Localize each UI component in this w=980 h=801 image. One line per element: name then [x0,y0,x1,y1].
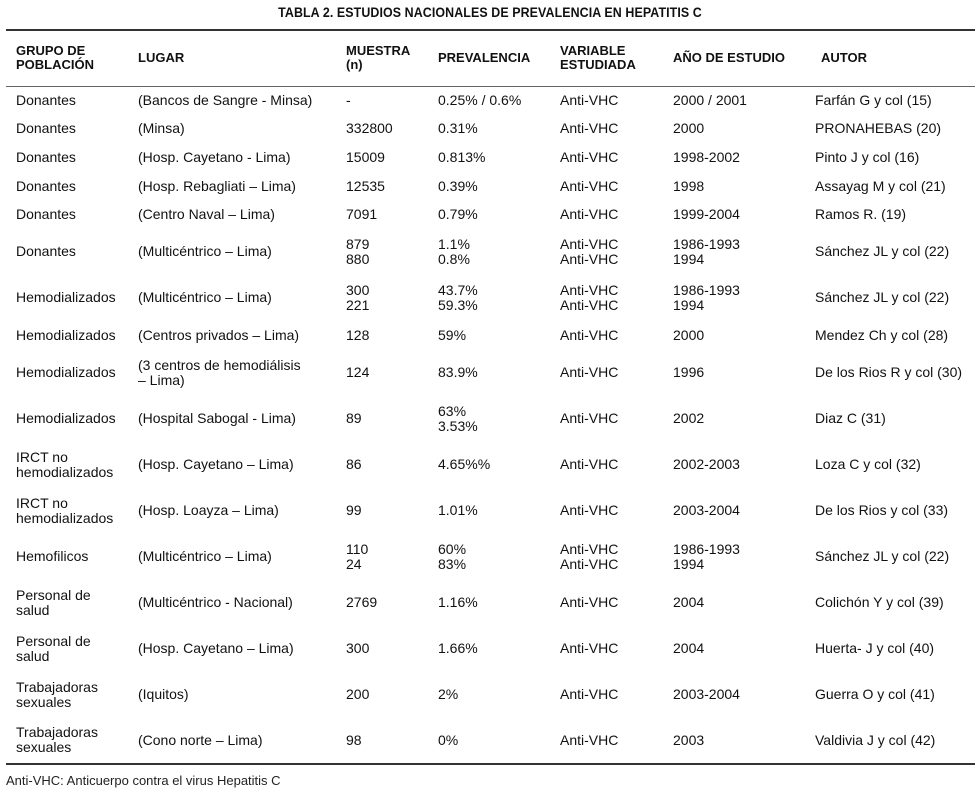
cell-grupo: Trabajadoras sexuales [16,724,98,756]
cell-muestra: 86 [346,456,362,473]
cell-anio: 1998-2002 [673,148,740,165]
header-anio: AÑO DE ESTUDIO [663,30,811,86]
cell-variable: Anti-VHC Anti-VHC [560,235,619,267]
cell-grupo: Donantes [16,148,76,165]
cell-lugar: (Centro Naval – Lima) [138,206,275,223]
cell-lugar: (Minsa) [138,120,185,137]
footnote: Anti-VHC: Anticuerpo contra el virus Hepatitis C [6,773,281,788]
table-row [6,488,975,534]
cell-anio: 2002 [673,410,705,427]
cell-lugar: (Multicéntrico – Lima) [138,289,272,306]
cell-prevalencia: 0.31% [438,120,478,137]
cell-lugar: (Hospital Sabogal - Lima) [138,410,296,427]
cell-grupo: Donantes [16,120,76,137]
cell-muestra: 879 880 [346,235,370,267]
cell-lugar: (Hosp. Loayza – Lima) [138,502,279,519]
table-row [6,534,975,580]
cell-muestra: 200 [346,686,370,703]
cell-prevalencia: 59% [438,326,467,343]
cell-grupo: Hemodializados [16,326,116,343]
cell-grupo: Hemodializados [16,410,116,427]
cell-autor: Pinto J y col (16) [815,148,920,165]
cell-anio: 2004 [673,640,705,657]
cell-anio: 1996 [673,364,705,381]
cell-autor: De los Rios R y col (30) [815,364,963,381]
cell-anio: 2004 [673,594,705,611]
cell-muestra: 128 [346,326,370,343]
cell-prevalencia: 4.65%% [438,456,491,473]
cell-lugar: (Hosp. Cayetano - Lima) [138,148,291,165]
cell-lugar: (Cono norte – Lima) [138,731,263,748]
cell-lugar: (Multicéntrico - Nacional) [138,594,293,611]
cell-variable: Anti-VHC [560,120,619,137]
cell-grupo: Hemodializados [16,289,116,306]
cell-anio: 1999-2004 [673,206,740,223]
cell-autor: Sánchez JL y col (22) [815,289,950,306]
cell-muestra: 89 [346,410,362,427]
cell-variable: Anti-VHC Anti-VHC [560,540,619,572]
cell-anio: 1986-1993 1994 [673,281,740,313]
cell-autor: De los Rios y col (33) [815,502,949,519]
cell-variable: Anti-VHC [560,686,619,703]
header-variable: VARIABLE ESTUDIADA [550,30,663,86]
table-title: TABLA 2. ESTUDIOS NACIONALES DE PREVALENCIA EN HEPATITIS C [278,5,702,20]
cell-muestra: 98 [346,731,362,748]
cell-variable: Anti-VHC [560,148,619,165]
cell-anio: 2003 [673,731,705,748]
cell-lugar: (Hosp. Cayetano – Lima) [138,456,294,473]
header-row [6,30,975,86]
cell-prevalencia: 1.01% [438,502,478,519]
cell-grupo: Trabajadoras sexuales [16,678,98,710]
cell-lugar: (Hosp. Rebagliati – Lima) [138,177,296,194]
cell-prevalencia: 60% 83% [438,540,467,572]
cell-anio: 1998 [673,177,705,194]
cell-lugar: (Bancos de Sangre - Minsa) [138,92,313,109]
cell-prevalencia: 0% [438,731,459,748]
table-header [6,30,975,86]
cell-anio: 2002-2003 [673,456,740,473]
cell-variable: Anti-VHC Anti-VHC [560,281,619,313]
cell-prevalencia: 1.1% 0.8% [438,235,470,267]
cell-grupo: Donantes [16,206,76,223]
cell-prevalencia: 83.9% [438,364,478,381]
cell-lugar: (3 centros de hemodiálisis – Lima) [138,356,301,388]
cell-grupo: Hemodializados [16,364,116,381]
cell-variable: Anti-VHC [560,364,619,381]
cell-anio: 2000 [673,326,705,343]
cell-autor: Colichón Y y col (39) [815,594,944,611]
cell-grupo: Personal de salud [16,586,91,618]
table-row [6,86,975,115]
table-row [6,115,975,144]
cell-prevalencia: 0.25% / 0.6% [438,92,522,109]
cell-grupo: Personal de salud [16,632,91,664]
cell-anio: 2003-2004 [673,686,740,703]
table-row [6,672,975,718]
cell-autor: Loza C y col (32) [815,456,921,473]
cell-autor: Assayag M y col (21) [815,177,946,194]
cell-variable: Anti-VHC [560,502,619,519]
cell-autor: Farfán G y col (15) [815,92,932,109]
table-row [6,396,975,442]
cell-muestra: 99 [346,502,362,519]
cell-autor: Mendez Ch y col (28) [815,326,949,343]
table-row [6,626,975,672]
cell-lugar: (Multicéntrico – Lima) [138,548,272,565]
prevalence-table [6,29,975,765]
cell-grupo: Donantes [16,177,76,194]
cell-variable: Anti-VHC [560,640,619,657]
table-row [6,442,975,488]
cell-anio: 2000 [673,120,705,137]
cell-lugar: (Multicéntrico – Lima) [138,243,272,260]
cell-variable: Anti-VHC [560,594,619,611]
cell-muestra: 2769 [346,594,378,611]
cell-variable: Anti-VHC [560,177,619,194]
header-lugar: LUGAR [128,30,336,86]
header-prevalencia: PREVALENCIA [428,30,550,86]
header-muestra: MUESTRA (n) [336,30,428,86]
cell-anio: 1986-1993 1994 [673,235,740,267]
table-row [6,143,975,172]
cell-grupo: IRCT no hemodializados [16,448,114,480]
cell-autor: Diaz C (31) [815,410,886,427]
cell-lugar: (Centros privados – Lima) [138,326,300,343]
table-row [6,350,975,396]
table-row [6,229,975,275]
cell-muestra: 110 24 [346,540,369,572]
cell-muestra: 332800 [346,120,393,137]
cell-autor: Huerta- J y col (40) [815,640,935,657]
cell-muestra: 12535 [346,177,385,194]
cell-lugar: (Iquitos) [138,686,189,703]
cell-anio: 2000 / 2001 [673,92,747,109]
table-row [6,275,975,321]
cell-muestra: 15009 [346,148,385,165]
cell-grupo: Donantes [16,92,76,109]
cell-variable: Anti-VHC [560,206,619,223]
cell-muestra: 124 [346,364,370,381]
cell-autor: Sánchez JL y col (22) [815,243,950,260]
cell-autor: Sánchez JL y col (22) [815,548,950,565]
cell-prevalencia: 0.813% [438,148,486,165]
cell-grupo: IRCT no hemodializados [16,494,114,526]
cell-variable: Anti-VHC [560,731,619,748]
cell-prevalencia: 1.66% [438,640,478,657]
table-row [6,321,975,350]
table-row [6,172,975,201]
cell-variable: Anti-VHC [560,410,619,427]
cell-prevalencia: 43.7% 59.3% [438,281,478,313]
cell-anio: 1986-1993 1994 [673,540,740,572]
table-row [6,718,975,764]
header-grupo: GRUPO DE POBLACIÓN [6,30,128,86]
cell-prevalencia: 0.79% [438,206,478,223]
cell-autor: PRONAHEBAS (20) [815,120,942,137]
cell-autor: Guerra O y col (41) [815,686,935,703]
cell-prevalencia: 1.16% [438,594,478,611]
cell-lugar: (Hosp. Cayetano – Lima) [138,640,294,657]
cell-muestra: 300 221 [346,281,370,313]
cell-autor: Valdivia J y col (42) [815,731,936,748]
cell-grupo: Donantes [16,243,76,260]
cell-prevalencia: 0.39% [438,177,478,194]
cell-prevalencia: 2% [438,686,459,703]
cell-grupo: Hemofilicos [16,548,89,565]
table-row [6,200,975,229]
cell-prevalencia: 63% 3.53% [438,402,478,434]
cell-muestra: 7091 [346,206,378,223]
header-autor: AUTOR [811,30,975,86]
cell-anio: 2003-2004 [673,502,740,519]
table-body [6,86,975,764]
cell-muestra: 300 [346,640,370,657]
cell-muestra: - [346,92,351,109]
cell-variable: Anti-VHC [560,456,619,473]
table-row [6,580,975,626]
cell-variable: Anti-VHC [560,92,619,109]
cell-variable: Anti-VHC [560,326,619,343]
cell-autor: Ramos R. (19) [815,206,907,223]
